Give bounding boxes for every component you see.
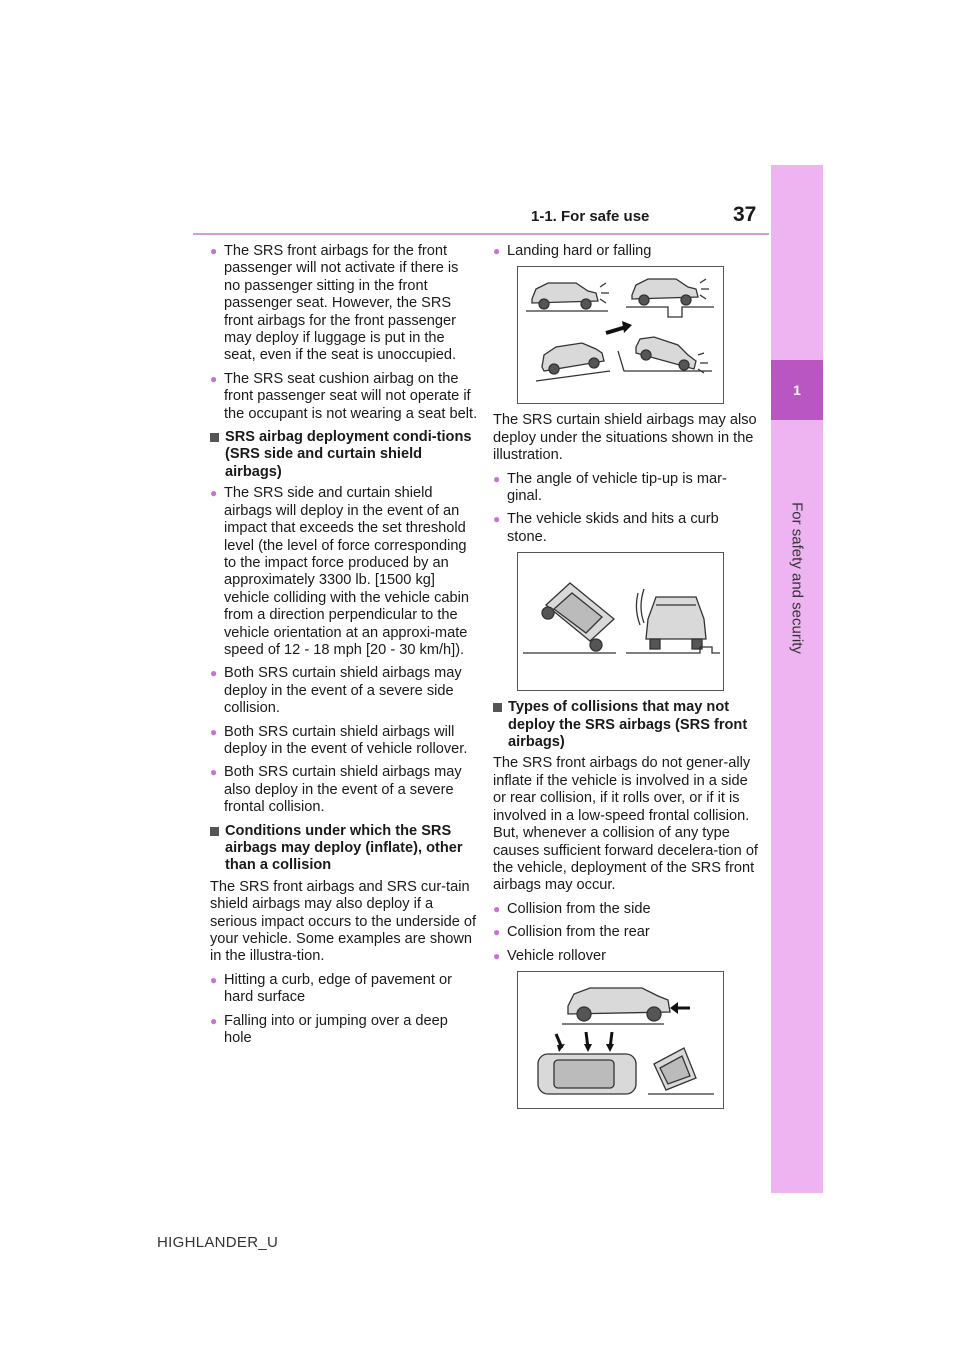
rolled-car-icon bbox=[654, 1048, 696, 1090]
car-icon bbox=[536, 343, 610, 381]
arrow-head-icon bbox=[557, 1044, 614, 1052]
right-column bbox=[493, 243, 761, 1117]
car-icon bbox=[618, 337, 712, 373]
header-rule bbox=[193, 233, 769, 235]
tip-up-curb-illustration bbox=[518, 553, 723, 690]
arrow-head-icon bbox=[622, 321, 632, 333]
car-icon bbox=[526, 283, 609, 311]
list-item: ● Collision from the rear bbox=[493, 924, 761, 941]
list-item: ● Hitting a curb, edge of pavement or hard surface bbox=[210, 972, 478, 1007]
car-icon bbox=[568, 988, 670, 1021]
paragraph: The SRS front airbags and SRS cur-tain shield airbags may also deploy if a serious impact occurs to the underside of your vehicle. Some examples are shown in the illustra-tion. bbox=[210, 878, 477, 965]
arrow-icon bbox=[606, 327, 626, 333]
list-item: ● Both SRS curtain shield airbags may deploy in the event of a severe side collision. bbox=[210, 665, 478, 717]
list-item: ● The SRS front airbags for the front passenger will not activate if there is no passenger sitting in the front passenger seat. However, the SRS front airbags for the front passenger may deploy if luggage is put in the seat, even if the seat is unoccupied. bbox=[210, 243, 478, 365]
chapter-side-tab bbox=[771, 165, 823, 1193]
list-item: ● Both SRS curtain shield airbags may also deploy in the event of a severe frontal collision. bbox=[210, 764, 478, 816]
landing-hard-illustration bbox=[518, 267, 723, 403]
subheading: SRS airbag deployment condi-tions (SRS side and curtain shield airbags) bbox=[210, 429, 478, 481]
tipped-car-icon bbox=[542, 583, 614, 651]
paragraph: The SRS front airbags do not gener-ally inflate if the vehicle is involved in a side or rear collision, if it rolls over, or if it is involved in a low-speed frontal collision. But, whenever a collision of any type causes sufficient forward decelera-tion of the vehicle, deployment of the SRS front airbags may occur. bbox=[493, 755, 758, 894]
illustration-collision-types bbox=[517, 971, 724, 1109]
list-item: ● The angle of vehicle tip-up is mar-ginal. bbox=[493, 471, 761, 506]
list-item: ● The vehicle skids and hits a curb stone. bbox=[493, 511, 761, 546]
chapter-title: For safety and security bbox=[788, 502, 806, 654]
arrow-head-icon bbox=[670, 1002, 678, 1014]
paragraph: The SRS curtain shield airbags may also deploy under the situations shown in the illustration. bbox=[493, 412, 757, 464]
model-footer: HIGHLANDER_U bbox=[157, 1234, 279, 1251]
list-item: ● Vehicle rollover bbox=[493, 948, 761, 965]
top-view-car-icon bbox=[538, 1054, 636, 1094]
left-column bbox=[210, 243, 478, 1053]
list-item: ● Landing hard or falling bbox=[493, 243, 761, 260]
page-number: 37 bbox=[733, 203, 757, 226]
list-item: ● Falling into or jumping over a deep hole bbox=[210, 1013, 478, 1048]
chapter-number: 1 bbox=[771, 360, 823, 420]
list-item: ● Both SRS curtain shield airbags will deploy in the event of vehicle rollover. bbox=[210, 724, 478, 759]
illustration-landing-hard bbox=[517, 266, 724, 404]
collision-types-illustration bbox=[518, 972, 723, 1108]
car-icon bbox=[626, 279, 714, 317]
subheading: Types of collisions that may not deploy the SRS airbags (SRS front airbags) bbox=[493, 699, 761, 751]
arrow-icon bbox=[556, 1032, 612, 1048]
list-item: ● Collision from the side bbox=[493, 901, 761, 918]
section-title: 1-1. For safe use bbox=[531, 208, 650, 225]
subheading: Conditions under which the SRS airbags may deploy (inflate), other than a collision bbox=[210, 823, 478, 875]
list-item: ● The SRS side and curtain shield airbags will deploy in the event of an impact that exceeds the set threshold level (the level of force corresponding to the impact force produced by an approximately 3300 lb. [1500 kg] vehicle colliding with the vehicle cabin from a direction perpendicular to the vehicle orientation at an approxi-mate speed of 12 - 18 mph [20 - 30 km/h]). bbox=[210, 485, 478, 659]
list-item: ● The SRS seat cushion airbag on the front passenger seat will not operate if the occupant is not wearing a seat belt. bbox=[210, 371, 478, 423]
front-car-icon bbox=[636, 589, 706, 649]
illustration-tip-up-curb bbox=[517, 552, 724, 691]
